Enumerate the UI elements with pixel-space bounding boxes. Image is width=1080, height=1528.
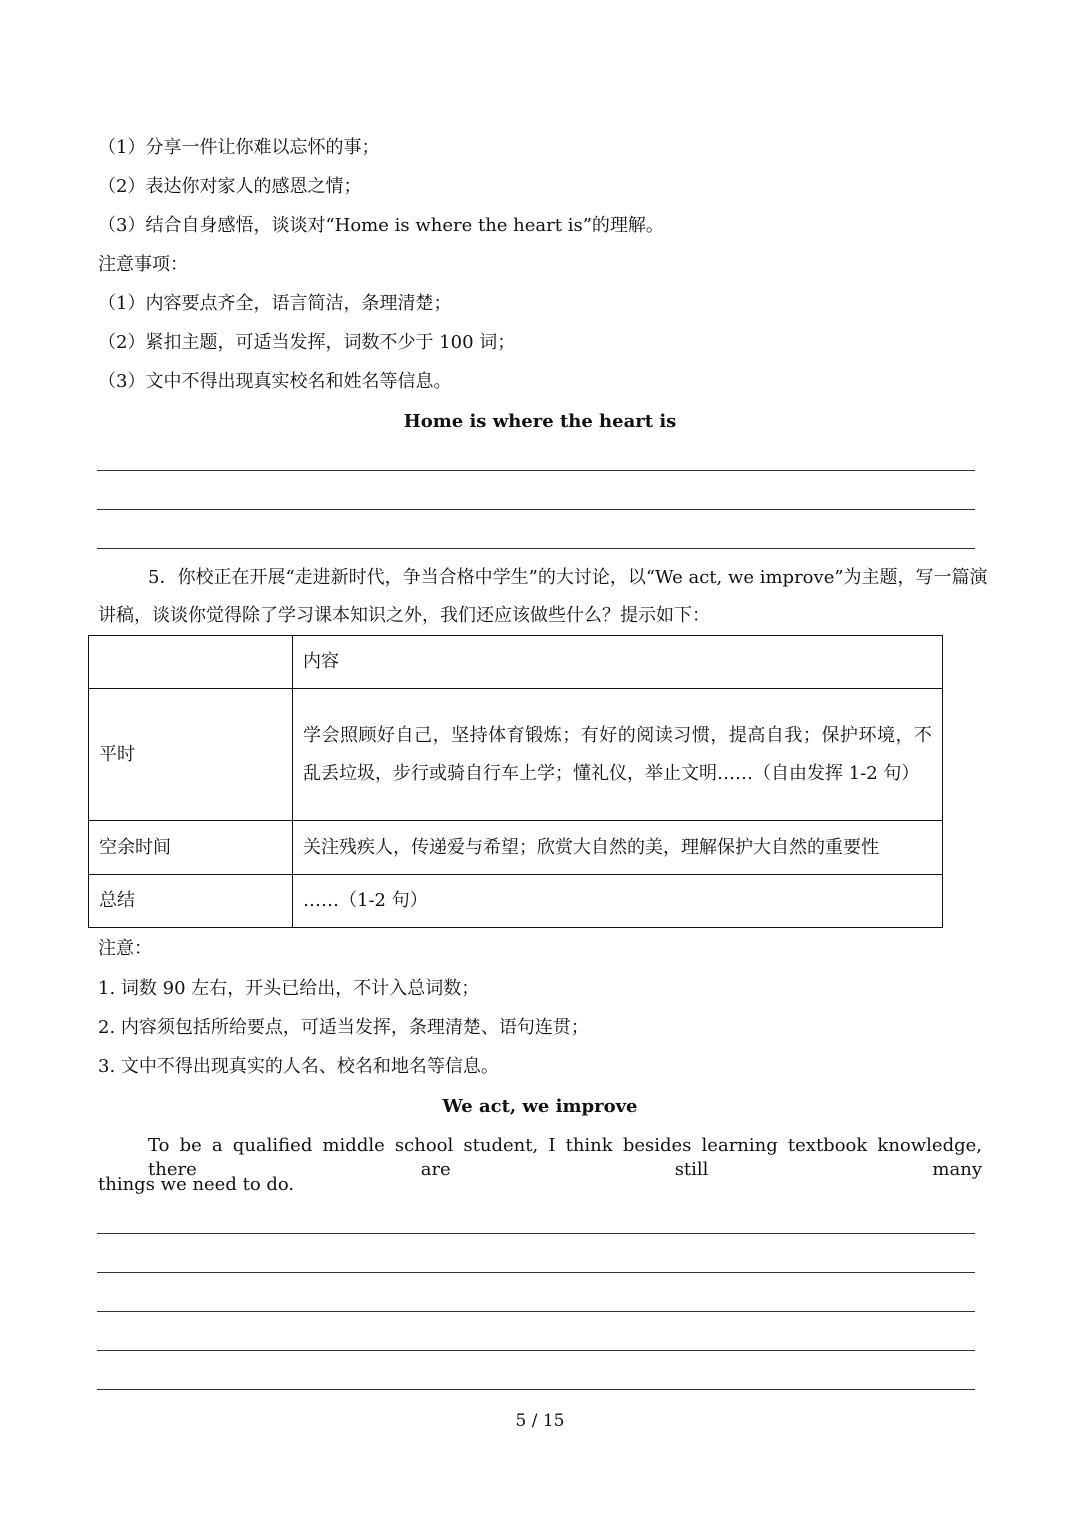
task4-note-1: （1）内容要点齐全，语言简洁，条理清楚； [98, 293, 452, 314]
task5-opening-line1: To be a qualified middle school student, I think besides learning textbook knowledge, there are still many [148, 1135, 982, 1180]
hint-table [88, 635, 943, 928]
row-content: 关注残疾人，传递爱与希望；欣赏大自然的美，理解保护大自然的重要性 [293, 821, 943, 875]
page-number: 5 / 15 [515, 1411, 565, 1431]
writing-line [97, 509, 975, 510]
task5-note-2: 2. 内容须包括所给要点，可适当发挥，条理清楚、语句连贯； [98, 1017, 589, 1038]
writing-line [97, 1350, 975, 1351]
row-label: 空余时间 [89, 821, 293, 875]
table-header-cell [89, 636, 293, 689]
writing-line [97, 1389, 975, 1390]
task4-note-2: （2）紧扣主题，可适当发挥，词数不少于 100 词； [98, 332, 516, 353]
task4-notes-heading: 注意事项： [98, 254, 188, 275]
row-content: ……（1-2 句） [293, 875, 943, 928]
task4-note-3: （3）文中不得出现真实校名和姓名等信息。 [98, 371, 452, 392]
task4-point-3: （3）结合自身感悟，谈谈对“Home is where the heart is”的理解。 [98, 215, 664, 236]
task5-prompt-line1: 5．你校正在开展“走进新时代，争当合格中学生”的大讨论，以“We act, we improve”为主题，写一篇演 [148, 567, 988, 588]
writing-line [97, 1311, 975, 1312]
task5-prompt-line2: 讲稿，谈谈你觉得除了学习课本知识之外，我们还应该做些什么？提示如下： [98, 605, 710, 626]
task5-note-1: 1. 词数 90 左右，开头已给出，不计入总词数； [98, 978, 480, 999]
table-row [89, 821, 943, 875]
task5-opening-line2: things we need to do. [98, 1174, 295, 1195]
row-label: 平时 [89, 689, 293, 821]
row-content: 学会照顾好自己，坚持体育锻炼；有好的阅读习惯，提高自我；保护环境，不乱丢垃圾，步行或骑自行车上学；懂礼仪，举止文明……（自由发挥 1-2 句） [293, 689, 943, 821]
task5-note-3: 3. 文中不得出现真实的人名、校名和地名等信息。 [98, 1056, 499, 1077]
table-header-row [89, 636, 943, 689]
writing-line [97, 470, 975, 471]
writing-line [97, 1233, 975, 1234]
task5-essay-title: We act, we improve [442, 1096, 638, 1117]
table-row [89, 875, 943, 928]
table-row [89, 689, 943, 821]
table-header-cell: 内容 [293, 636, 943, 689]
row-label: 总结 [89, 875, 293, 928]
task4-point-1: （1）分享一件让你难以忘怀的事； [98, 137, 380, 158]
writing-line [97, 1272, 975, 1273]
task4-point-2: （2）表达你对家人的感恩之情； [98, 176, 362, 197]
writing-line [97, 548, 975, 549]
task4-essay-title: Home is where the heart is [403, 411, 677, 432]
task5-notes-heading: 注意： [98, 938, 152, 959]
